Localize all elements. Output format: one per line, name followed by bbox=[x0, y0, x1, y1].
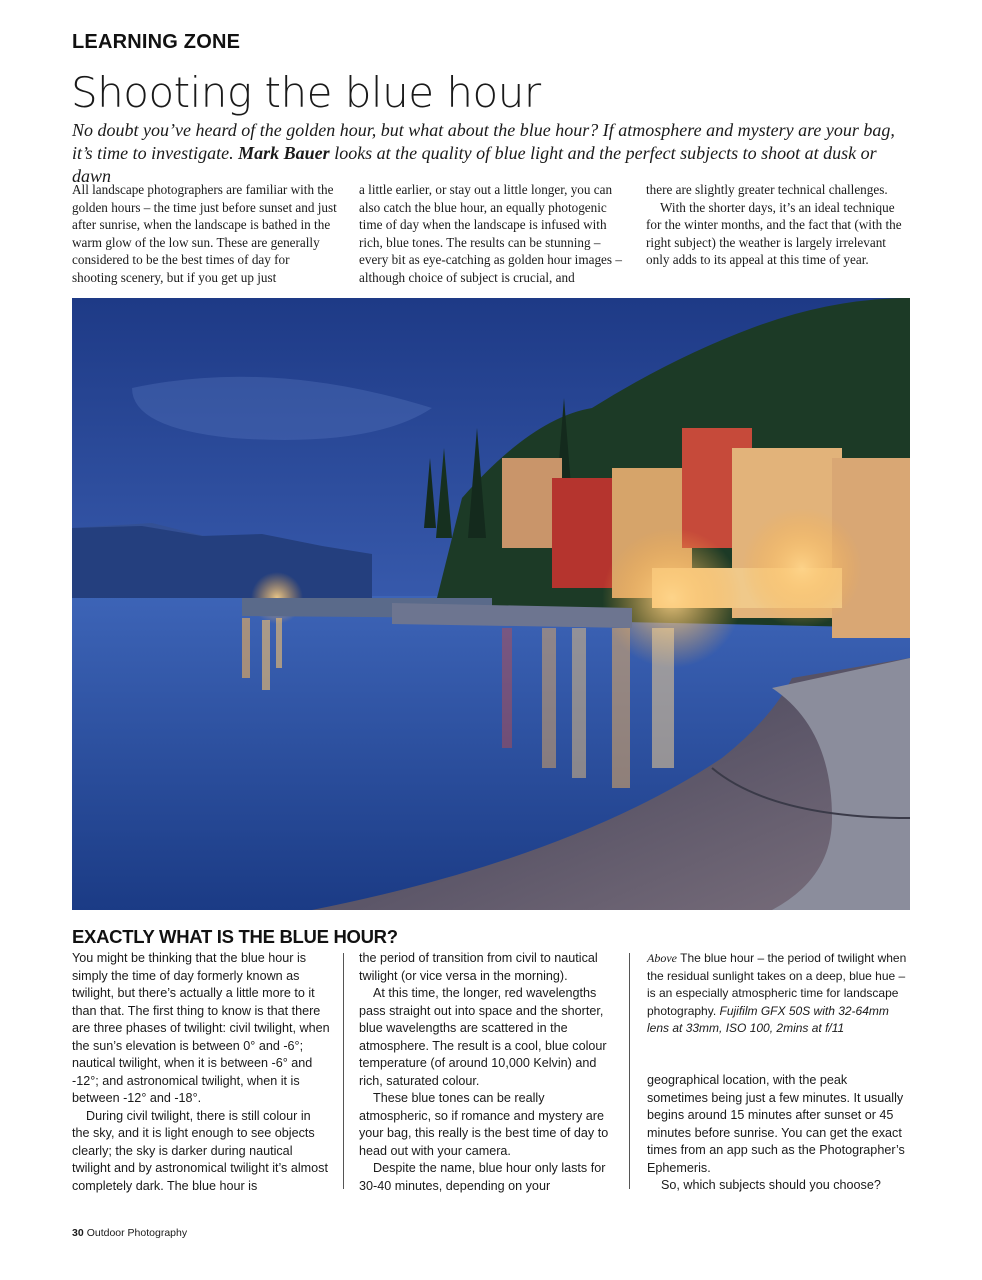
body-column-1 bbox=[72, 950, 330, 1195]
photo-caption bbox=[647, 950, 912, 1038]
column-divider bbox=[343, 953, 344, 1189]
standfirst bbox=[72, 119, 912, 188]
intro-paragraph: With the shorter days, it’s an ideal technique for the winter months, and the fact that (with the right subject) the weather is largely irrelevant only adds to its appeal at this time of year. bbox=[646, 199, 902, 268]
body-paragraph: geographical location, with the peak sometimes being just a few minutes. It usually begins around 15 minutes after sunset or 45 minutes before sunrise. You can get the exact times from an app such as the Photographer’s Ephemeris. bbox=[647, 1073, 905, 1175]
caption-text: The blue hour – the period of twilight when the residual sunlight takes on a deep, blue hue – is an especially atmospheric time for landscape photography. bbox=[647, 951, 907, 1018]
intro-paragraph: there are slightly greater technical challenges. bbox=[646, 182, 888, 197]
caption-technical: Fujifilm GFX 50S with 32-64mm lens at 33mm, ISO 100, 2mins at f/11 bbox=[647, 1003, 889, 1035]
body-paragraph: You might be thinking that the blue hour is simply the time of day formerly known as twilight, but there’s actually a little more to it than that. The first thing to know is that there are three phases of twilight: civil twilight, when the sun’s elevation is between 0° and -6°; nautical twilight, when it is between -6° and -12°; and astronomical twilight, when it is between -12° and -18°. bbox=[72, 951, 330, 1105]
author-name: Mark Bauer bbox=[238, 143, 330, 163]
body-paragraph: So, which subjects should you choose? bbox=[661, 1178, 881, 1192]
caption-label: Above bbox=[647, 951, 677, 965]
body-column-2 bbox=[359, 950, 617, 1195]
body-column-3 bbox=[647, 1072, 905, 1195]
intro-column-1 bbox=[72, 181, 337, 287]
section-heading: EXACTLY WHAT IS THE BLUE HOUR? bbox=[72, 926, 398, 947]
intro-column-3 bbox=[646, 181, 911, 269]
body-paragraph: At this time, the longer, red wavelengths pass straight out into space and the shorter, blue wavelengths are scattered in the atmosphere. The result is a cool, blue colour temperature (of around 10,000 Kelvin) and rich, saturated colour. bbox=[359, 986, 607, 1088]
intro-column-2 bbox=[359, 181, 624, 287]
body-paragraph: During civil twilight, there is still colour in the sky, and it is light enough to see objects clearly; the sky is darker during nautical twilight and by astronomical twilight it’s almost completely dark. The blue hour is bbox=[72, 1108, 328, 1193]
body-paragraph: the period of transition from civil to nautical twilight (or vice versa in the morning). bbox=[359, 951, 598, 983]
column-divider bbox=[629, 953, 630, 1189]
section-label: LEARNING ZONE bbox=[72, 31, 241, 53]
lakeside-village-illustration bbox=[72, 298, 910, 910]
hero-photo bbox=[72, 298, 910, 910]
body-paragraph: Despite the name, blue hour only lasts for 30-40 minutes, depending on your bbox=[359, 1161, 606, 1193]
page-title: Shooting the blue hour bbox=[71, 68, 541, 117]
standfirst-tail: looks at the quality of blue light and the perfect subjects to shoot at dusk or dawn bbox=[72, 143, 877, 186]
page-number: 30 bbox=[72, 1227, 84, 1239]
intro-paragraph: a little earlier, or stay out a little longer, you can also catch the blue hour, an equally photogenic time of day when the landscape is infused with rich, blue tones. The results can be stunning – every bit as eye-catching as golden hour images – although choice of subject is crucial, and bbox=[359, 182, 622, 285]
folio bbox=[72, 1227, 187, 1239]
standfirst-lead: No doubt you’ve heard of the golden hour, but what about the blue hour? If atmosphere and mystery are your bag, it’s time to investigate. bbox=[72, 120, 895, 163]
magazine-name: Outdoor Photography bbox=[86, 1227, 188, 1239]
intro-paragraph: All landscape photographers are familiar with the golden hours – the time just before sunset and just after sunrise, when the landscape is bathed in the warm glow of the low sun. These are generally considered to be the best times of day for shooting scenery, but if you get up just bbox=[72, 182, 337, 285]
body-paragraph: These blue tones can be really atmospheric, so if romance and mystery are your bag, this really is the best time of day to head out with your camera. bbox=[359, 1091, 609, 1158]
